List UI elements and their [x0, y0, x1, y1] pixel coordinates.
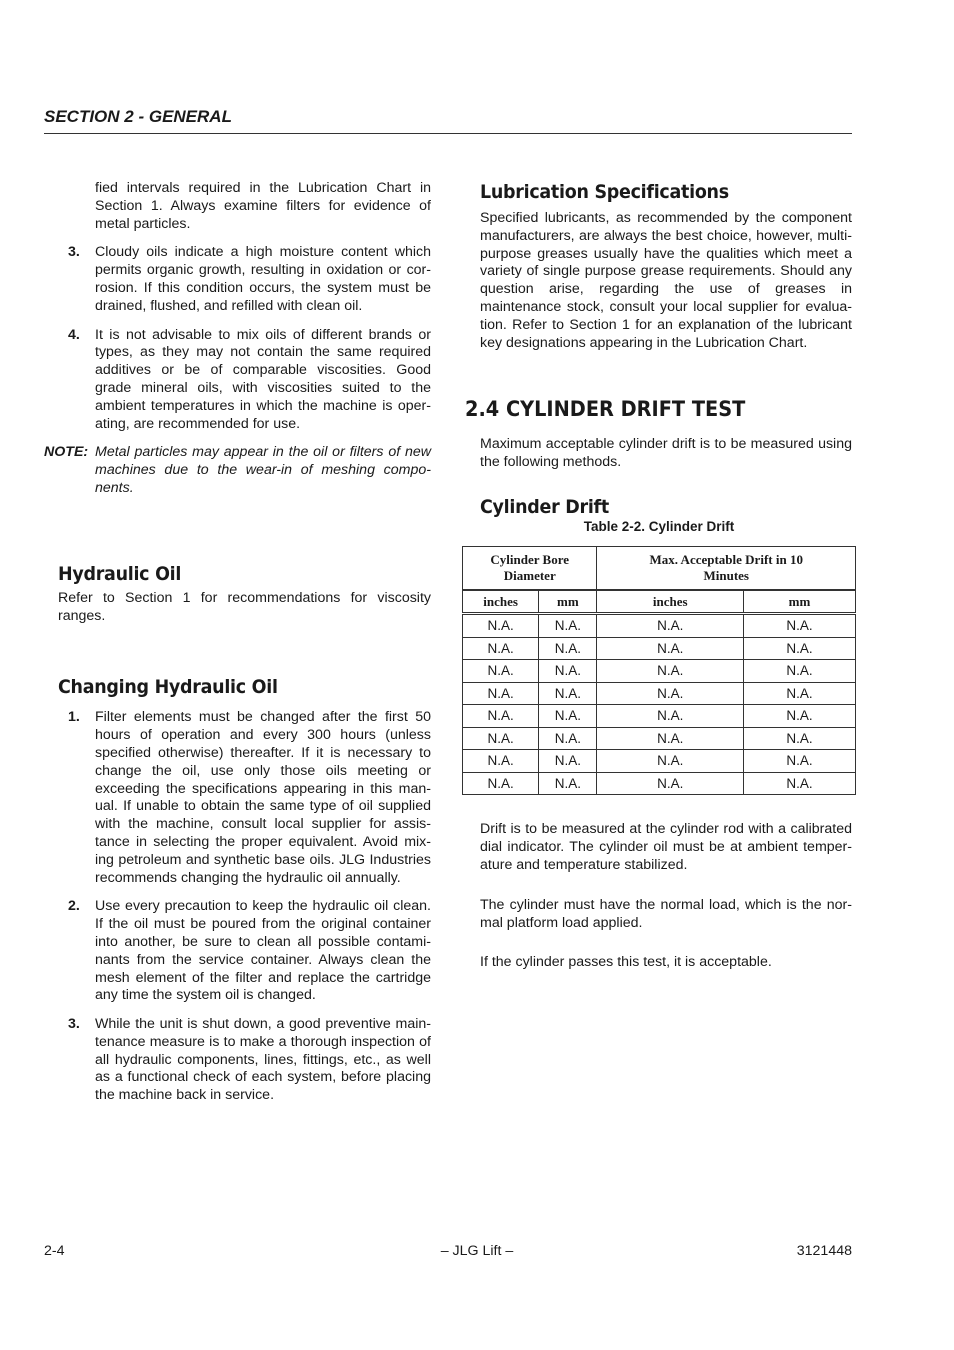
changing-hydraulic-oil-heading: Changing Hydraulic Oil — [58, 676, 278, 699]
table-row — [463, 682, 856, 705]
table-cell: N.A. — [539, 772, 597, 795]
column-header: inches — [463, 591, 539, 614]
table-cell: N.A. — [743, 660, 855, 683]
note-label: NOTE: — [44, 444, 89, 461]
lubrication-heading: Lubrication Specifications — [480, 181, 729, 203]
table-cell: N.A. — [539, 660, 597, 683]
table-cell: N.A. — [743, 637, 855, 660]
right-column — [480, 180, 852, 352]
changing-list-item — [44, 898, 431, 1005]
footer-title: – JLG Lift – — [440, 1243, 514, 1259]
table-cell: N.A. — [463, 660, 539, 683]
drift-paragraph-2: The cylinder must have the normal load, which is the nor-mal platform load applied. — [480, 897, 852, 931]
table-cell: N.A. — [463, 772, 539, 795]
oil-list — [44, 244, 431, 433]
left-column — [44, 180, 431, 1116]
column-header: inches — [597, 591, 744, 614]
table-cell: N.A. — [539, 637, 597, 660]
continued-text: fied intervals required in the Lubrication Chart in Section 1. Always examine filters for evidence of metal particles. — [95, 180, 431, 232]
changing-list-item — [44, 709, 431, 887]
section-header: SECTION 2 - GENERAL — [44, 107, 232, 126]
table-row — [463, 614, 856, 638]
table-caption: Table 2-2. Cylinder Drift — [583, 519, 735, 534]
changing-list-item — [44, 1016, 431, 1105]
table-cell: N.A. — [463, 727, 539, 750]
oil-list-item — [44, 327, 431, 434]
note — [44, 444, 431, 497]
group-header: Max. Acceptable Drift in 10 Minutes — [597, 547, 856, 590]
table-cell: N.A. — [743, 705, 855, 728]
hydraulic-oil-heading: Hydraulic Oil — [58, 562, 182, 585]
lubrication-text: Specified lubricants, as recommended by the component manufacturers, are always the best choice, however, multi-purpose greases usually have the qualities which meet a variety of single purpose grease requirements. Should any question arise, regarding the use of greases in maintenance stock, consult your local supplier for evalua-tion. Refer to Section 1 for an explanation of the lubricant key designations appearing in the Lubrication Chart. — [480, 210, 852, 351]
table-row — [463, 660, 856, 683]
table-row — [463, 705, 856, 728]
table-cell: N.A. — [463, 637, 539, 660]
table-cell: N.A. — [597, 682, 744, 705]
list-item-text: Cloudy oils indicate a high moisture content which permits organic growth, resulting in oxidation or cor-rosion. If this condition occurs, the system must be drained, flushed, and refilled with clean oil. — [95, 244, 431, 314]
list-item-number: 3. — [68, 1016, 80, 1033]
table-row — [463, 637, 856, 660]
table-cell: N.A. — [539, 614, 597, 638]
cylinder-drift-table — [462, 546, 856, 795]
table-cell: N.A. — [743, 614, 855, 638]
list-item-text: While the unit is shut down, a good preventive main-tenance measure is to make a thorough inspection of all hydraulic components, lines, fittings, etc., as well as a functional check of each system, before placing the machine back in service. — [95, 1016, 431, 1104]
changing-list — [44, 709, 431, 1105]
document-number: 3121448 — [796, 1243, 852, 1259]
table-cell: N.A. — [539, 727, 597, 750]
list-item-text: It is not advisable to mix oils of different brands or types, as they may not contain the same required additives or be of comparable viscosities. Good grade mineral oils, with viscosities suited to the ambient temperatures in which the machine is oper-ating, are recommended for use. — [95, 326, 431, 432]
table-cell: N.A. — [597, 772, 744, 795]
table-cell: N.A. — [597, 614, 744, 638]
table-cell: N.A. — [463, 682, 539, 705]
table-cell: N.A. — [743, 772, 855, 795]
table-cell: N.A. — [463, 750, 539, 773]
table-cell: N.A. — [597, 637, 744, 660]
table-cell: N.A. — [597, 750, 744, 773]
table-row — [463, 727, 856, 750]
table-cell: N.A. — [743, 750, 855, 773]
note-text: Metal particles may appear in the oil or filters of new machines due to the wear-in of meshing compo-nents. — [95, 444, 431, 496]
section-heading: 2.4 CYLINDER DRIFT TEST — [465, 397, 746, 421]
section-intro: Maximum acceptable cylinder drift is to be measured using the following methods. — [480, 436, 852, 470]
list-item-text: Use every precaution to keep the hydraulic oil clean. If the oil must be poured from the original container into another, be sure to clean all possible contami-nants from the service container. Always clean the mesh element of the filter and replace the cartridge any time the system oil is changed. — [95, 898, 431, 1004]
column-header: mm — [743, 591, 855, 614]
table-cell: N.A. — [539, 705, 597, 728]
list-item-text: Filter elements must be changed after the first 50 hours of operation and every 300 hours (unless specified otherwise) thereafter. If it is necessary to change the oil, use only those oils meeting or exceeding the specifications appearing in this man-ual. If unable to obtain the same type of oil supplied with the machine, consult local supplier for assis-tance in selecting the proper equivalent. Avoid mix-ing petroleum and synthetic base oils. JLG Industries recommends changing the hydraulic oil annually. — [95, 709, 431, 886]
table-cell: N.A. — [597, 727, 744, 750]
drift-paragraph-3: If the cylinder passes this test, it is acceptable. — [480, 954, 772, 970]
table-cell: N.A. — [539, 682, 597, 705]
table-cell: N.A. — [539, 750, 597, 773]
list-item-number: 3. — [68, 244, 80, 261]
table-cell: N.A. — [597, 660, 744, 683]
oil-list-item — [44, 244, 431, 315]
page-number: 2-4 — [44, 1243, 65, 1259]
cylinder-drift-heading: Cylinder Drift — [480, 496, 609, 518]
table-cell: N.A. — [463, 614, 539, 638]
table-row — [463, 772, 856, 795]
table-cell: N.A. — [463, 705, 539, 728]
group-header: Cylinder Bore Diameter — [463, 547, 597, 590]
table-cell: N.A. — [743, 727, 855, 750]
list-item-number: 2. — [68, 898, 80, 915]
column-header: mm — [539, 591, 597, 614]
hydraulic-oil-text: Refer to Section 1 for recommendations for viscosity ranges. — [58, 589, 431, 624]
table-cell: N.A. — [743, 682, 855, 705]
drift-paragraph-1: Drift is to be measured at the cylinder rod with a calibrated dial indicator. The cylinder oil must be at ambient temper-ature and temperature stabilized. — [480, 821, 852, 873]
page-header — [44, 107, 852, 134]
table-cell: N.A. — [597, 705, 744, 728]
table-row — [463, 750, 856, 773]
list-item-number: 1. — [68, 709, 80, 726]
list-item-number: 4. — [68, 326, 80, 343]
